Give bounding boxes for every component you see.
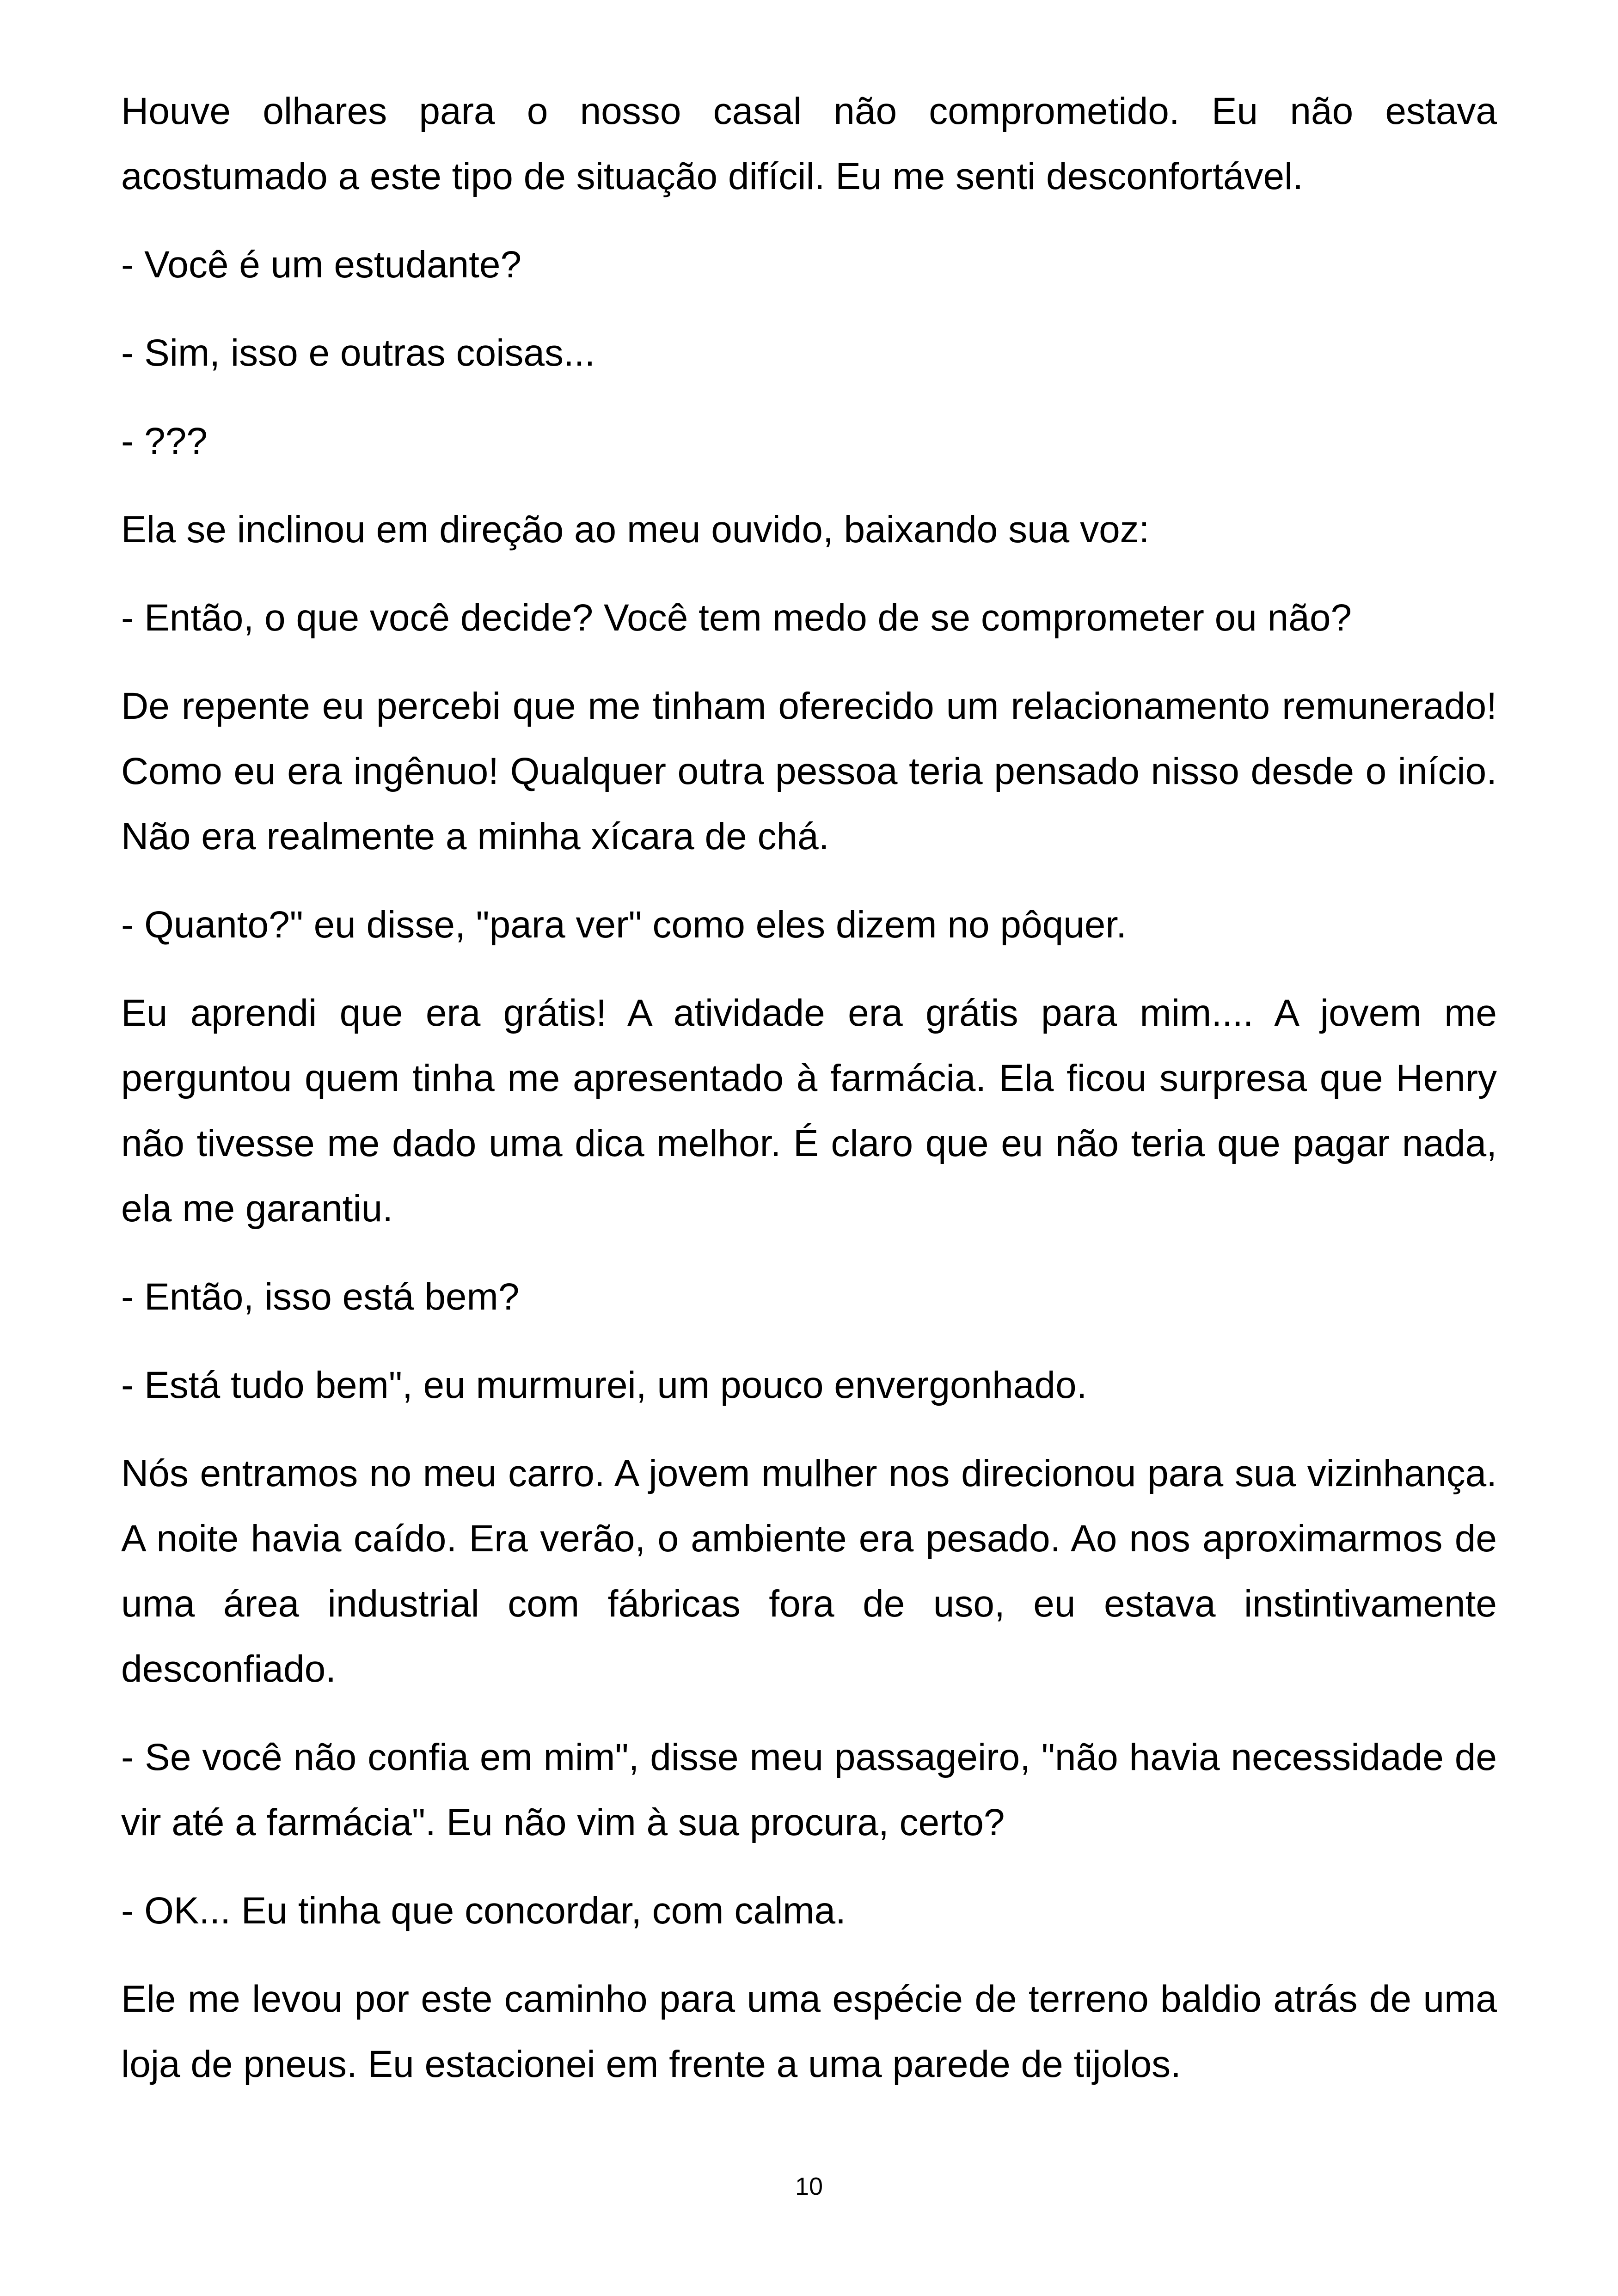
paragraph: Nós entramos no meu carro. A jovem mulher nos direcionou para sua vizinhança. A noite havia caído. Era verão, o ambiente era pesado. Ao nos aproximarmos de uma área industrial com fábricas fora de uso, eu estava instintivamente desconfiado.	[121, 1452, 1497, 1690]
paragraph: - ???	[121, 420, 208, 462]
paragraph: Houve olhares para o nosso casal não comprometido. Eu não estava acostumado a este tipo de situação difícil. Eu me senti desconfortável.	[121, 90, 1497, 197]
paragraph: Ela se inclinou em direção ao meu ouvido, baixando sua voz:	[121, 508, 1150, 551]
paragraph: - Se você não confia em mim", disse meu passageiro, "não havia necessidade de vir até a farmácia". Eu não vim à sua procura, certo?	[121, 1736, 1497, 1843]
paragraph: - OK... Eu tinha que concordar, com calma.	[121, 1890, 846, 1932]
paragraph: Eu aprendi que era grátis! A atividade era grátis para mim.... A jovem me perguntou quem tinha me apresentado à farmácia. Ela ficou surpresa que Henry não tivesse me dado uma dica melhor. É claro que eu não teria que pagar nada, ela me garantiu.	[121, 992, 1497, 1230]
paragraph: De repente eu percebi que me tinham oferecido um relacionamento remunerado! Como eu era ingênuo! Qualquer outra pessoa teria pensado nisso desde o início. Não era realmente a minha xícara de chá.	[121, 685, 1497, 857]
paragraph: - Então, o que você decide? Você tem medo de se comprometer ou não?	[121, 597, 1352, 639]
page-number: 10	[795, 2173, 823, 2200]
page-body	[121, 79, 1497, 2120]
paragraph: - Quanto?" eu disse, "para ver" como eles dizem no pôquer.	[121, 904, 1127, 946]
paragraph: Ele me levou por este caminho para uma espécie de terreno baldio atrás de uma loja de pneus. Eu estacionei em frente a uma parede de tijolos.	[121, 1978, 1497, 2085]
paragraph: - Então, isso está bem?	[121, 1276, 520, 1318]
paragraph: - Sim, isso e outras coisas...	[121, 332, 595, 374]
paragraph: - Está tudo bem", eu murmurei, um pouco envergonhado.	[121, 1364, 1087, 1406]
paragraph: - Você é um estudante?	[121, 244, 522, 286]
